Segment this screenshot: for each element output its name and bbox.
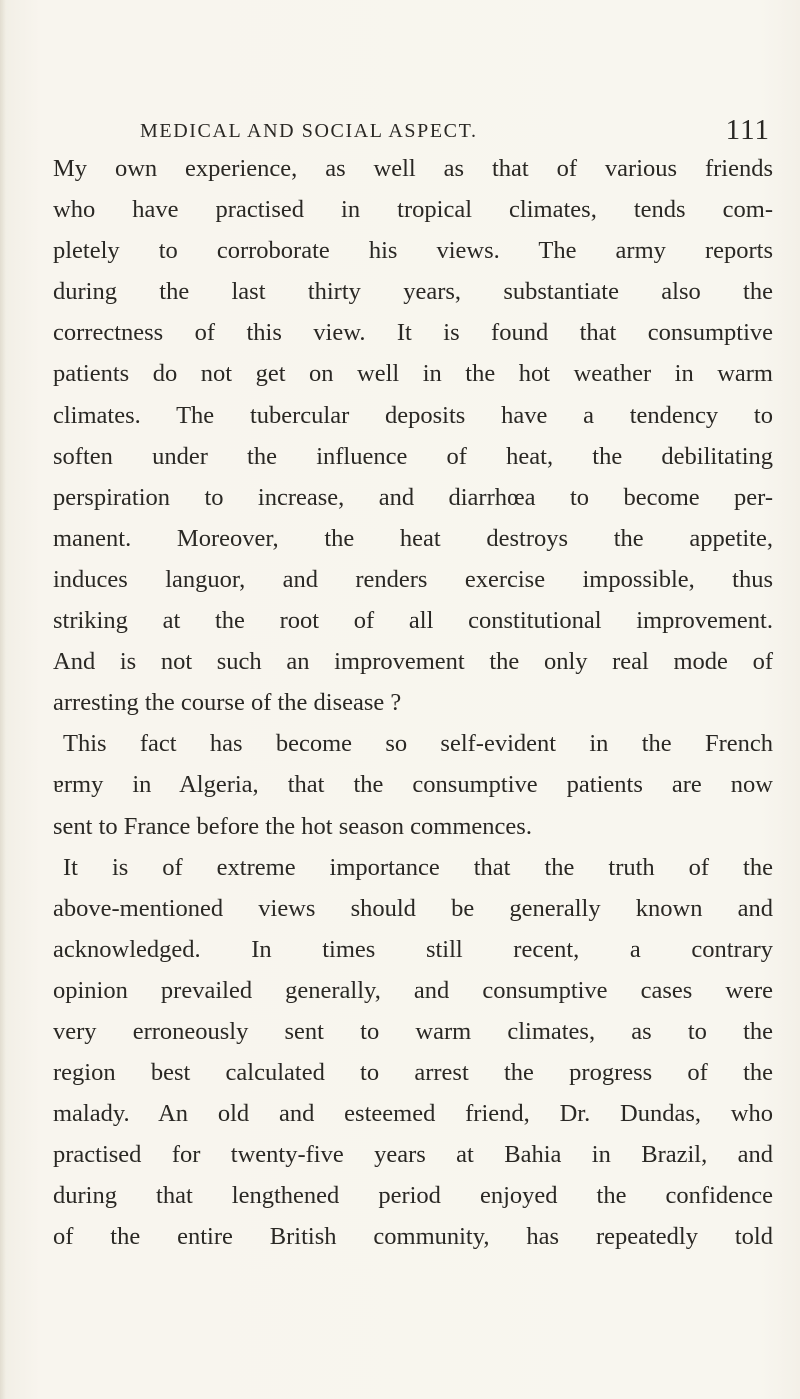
- paragraph-end-line: sent to France before the hot season commences.: [53, 812, 532, 840]
- text-line: who have practised in tropical climates, tends com-: [53, 196, 773, 224]
- text-line: perspiration to increase, and diarrhœa to become per-: [53, 483, 773, 511]
- text-line: And is not such an improvement the only real mode of: [53, 648, 773, 676]
- text-line: region best calculated to arrest the progress of the: [53, 1059, 773, 1087]
- paragraph-start-line: It is of extreme importance that the truth of the: [63, 853, 773, 881]
- page-number: 111: [725, 114, 770, 146]
- text-line: ɐrmy in Algeria, that the consumptive patients are now: [53, 771, 773, 799]
- text-line: of the entire British community, has repeatedly told: [53, 1223, 773, 1251]
- text-line: manent. Moreover, the heat destroys the appetite,: [53, 524, 773, 552]
- body-text: [53, 148, 773, 1258]
- text-line: induces languor, and renders exercise impossible, thus: [53, 565, 773, 593]
- text-line: practised for twenty-five years at Bahia in Brazil, and: [53, 1141, 773, 1169]
- text-line: acknowledged. In times still recent, a contrary: [53, 935, 773, 963]
- text-line: climates. The tubercular deposits have a tendency to: [53, 401, 773, 429]
- text-line: My own experience, as well as that of various friends: [53, 155, 773, 182]
- text-line: striking at the root of all constitutional improvement.: [53, 607, 773, 635]
- text-line: during that lengthened period enjoyed the confidence: [53, 1182, 773, 1210]
- running-title: MEDICAL AND SOCIAL ASPECT.: [140, 120, 478, 142]
- text-line: correctness of this view. It is found that consumptive: [53, 319, 773, 347]
- text-line: patients do not get on well in the hot weather in warm: [53, 360, 773, 388]
- text-line: pletely to corroborate his views. The army reports: [53, 237, 773, 265]
- text-line: soften under the influence of heat, the debilitating: [53, 442, 773, 470]
- paragraph-end-line: arresting the course of the disease ?: [53, 689, 402, 717]
- text-line: very erroneously sent to warm climates, as to the: [53, 1017, 773, 1045]
- text-line: during the last thirty years, substantiate also the: [53, 278, 773, 306]
- paragraph-start-line: This fact has become so self-evident in the French: [63, 730, 773, 758]
- page-binding-edge: [0, 0, 6, 1399]
- text-line: above-mentioned views should be generally known and: [53, 894, 773, 922]
- text-line: malady. An old and esteemed friend, Dr. Dundas, who: [53, 1100, 773, 1128]
- text-line: opinion prevailed generally, and consumptive cases were: [53, 976, 773, 1004]
